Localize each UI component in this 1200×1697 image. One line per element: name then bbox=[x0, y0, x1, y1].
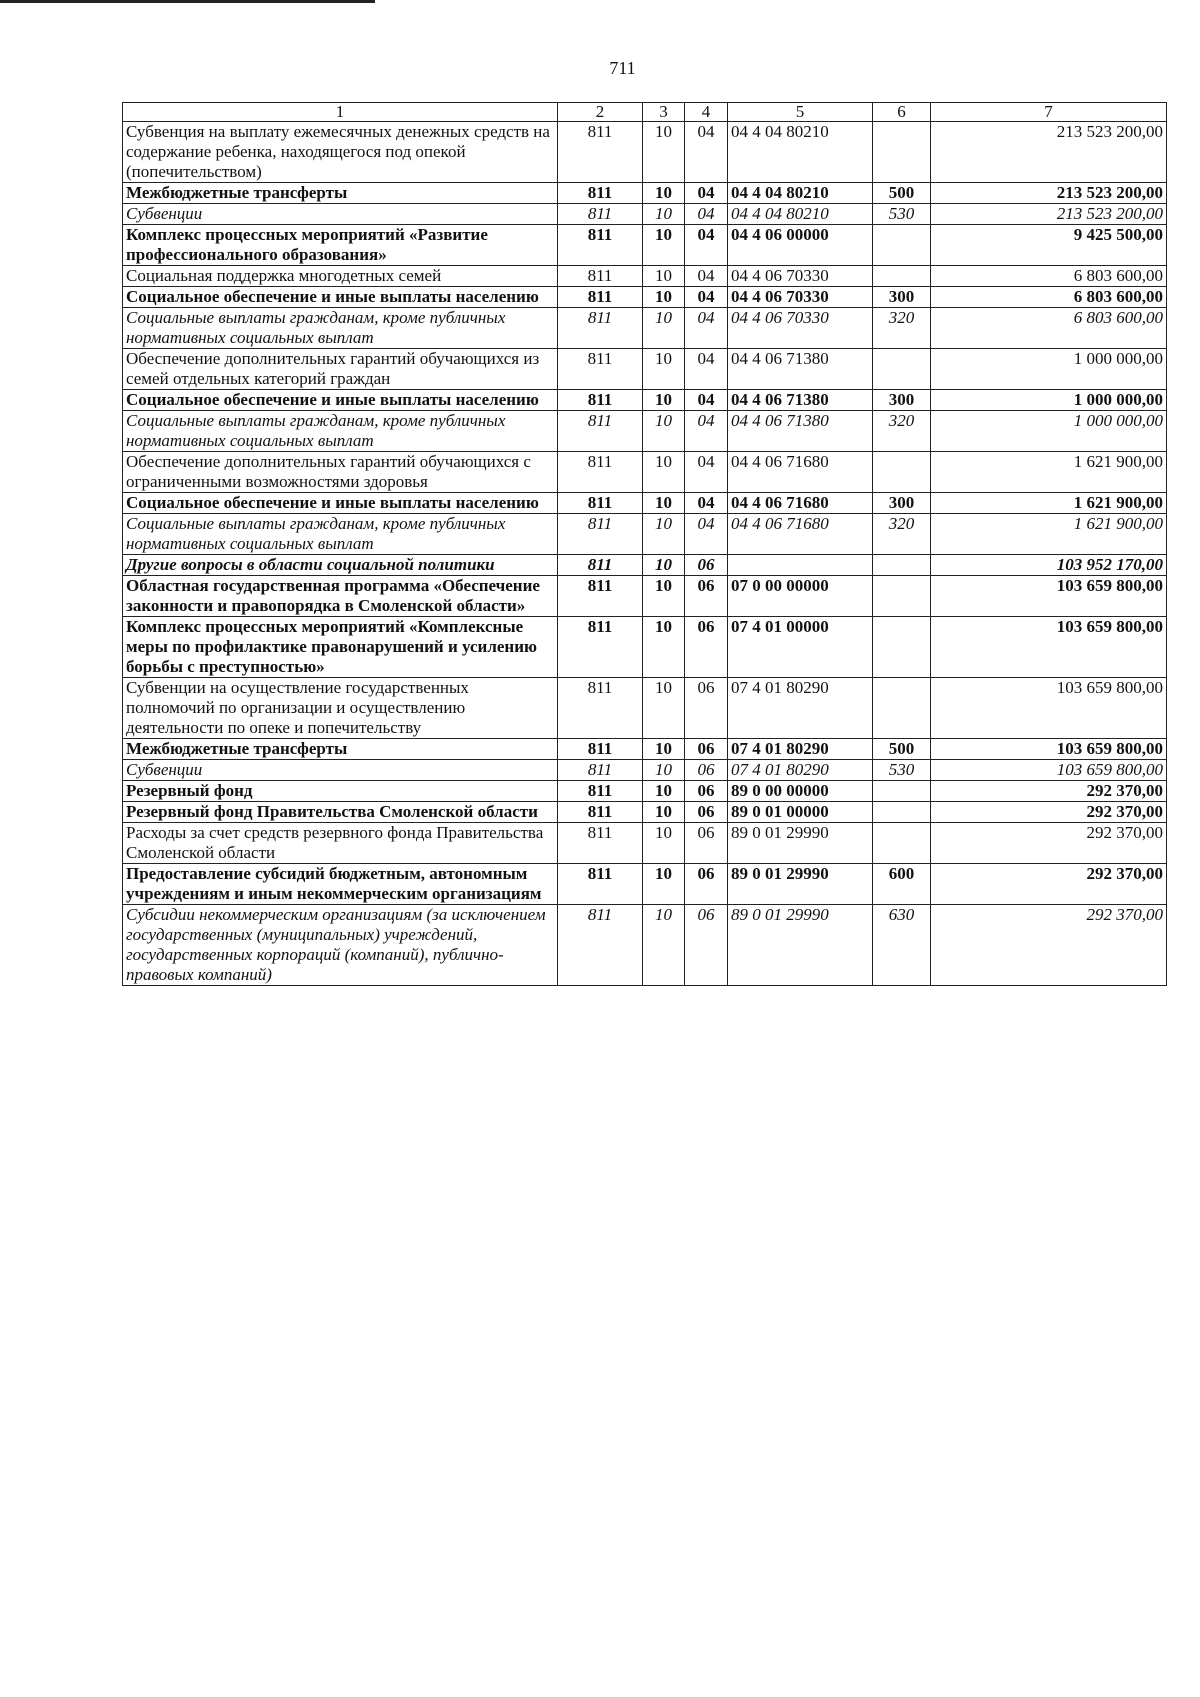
item-name-cell: Социальная поддержка многодетных семей bbox=[123, 266, 558, 287]
subsection-code-cell: 06 bbox=[685, 555, 728, 576]
section-code-cell: 10 bbox=[643, 514, 685, 555]
item-name-cell: Обеспечение дополнительных гарантий обучающихся из семей отдельных категорий граждан bbox=[123, 349, 558, 390]
expense-type-cell: 500 bbox=[873, 183, 931, 204]
expense-type-cell bbox=[873, 452, 931, 493]
target-article-cell: 07 4 01 80290 bbox=[728, 760, 873, 781]
section-code-cell: 10 bbox=[643, 739, 685, 760]
amount-cell: 292 370,00 bbox=[931, 802, 1167, 823]
budget-table bbox=[122, 102, 1167, 986]
subsection-code-cell: 04 bbox=[685, 122, 728, 183]
target-article-cell: 04 4 06 00000 bbox=[728, 225, 873, 266]
section-code-cell: 10 bbox=[643, 122, 685, 183]
section-code-cell: 10 bbox=[643, 308, 685, 349]
ministry-code-cell: 811 bbox=[558, 183, 643, 204]
subsection-code-cell: 04 bbox=[685, 308, 728, 349]
table-row bbox=[123, 390, 1167, 411]
ministry-code-cell: 811 bbox=[558, 760, 643, 781]
budget-table-body bbox=[123, 103, 1167, 986]
amount-cell: 213 523 200,00 bbox=[931, 122, 1167, 183]
target-article-cell: 07 4 01 80290 bbox=[728, 678, 873, 739]
subsection-code-cell: 06 bbox=[685, 802, 728, 823]
expense-type-cell bbox=[873, 266, 931, 287]
expense-type-cell: 300 bbox=[873, 493, 931, 514]
table-row bbox=[123, 493, 1167, 514]
item-name-cell: Расходы за счет средств резервного фонда Правительства Смоленской области bbox=[123, 823, 558, 864]
expense-type-cell: 530 bbox=[873, 760, 931, 781]
ministry-code-cell: 811 bbox=[558, 390, 643, 411]
expense-type-cell: 300 bbox=[873, 287, 931, 308]
table-row bbox=[123, 122, 1167, 183]
section-code-cell: 10 bbox=[643, 266, 685, 287]
target-article-cell: 07 4 01 00000 bbox=[728, 617, 873, 678]
amount-cell: 103 952 170,00 bbox=[931, 555, 1167, 576]
ministry-code-cell: 811 bbox=[558, 493, 643, 514]
expense-type-cell bbox=[873, 576, 931, 617]
target-article-cell: 04 4 04 80210 bbox=[728, 122, 873, 183]
header-cell: 3 bbox=[643, 103, 685, 122]
amount-cell: 1 000 000,00 bbox=[931, 390, 1167, 411]
ministry-code-cell: 811 bbox=[558, 514, 643, 555]
subsection-code-cell: 04 bbox=[685, 514, 728, 555]
ministry-code-cell: 811 bbox=[558, 349, 643, 390]
item-name-cell: Резервный фонд bbox=[123, 781, 558, 802]
ministry-code-cell: 811 bbox=[558, 576, 643, 617]
expense-type-cell: 530 bbox=[873, 204, 931, 225]
amount-cell: 292 370,00 bbox=[931, 905, 1167, 986]
item-name-cell: Межбюджетные трансферты bbox=[123, 739, 558, 760]
subsection-code-cell: 06 bbox=[685, 760, 728, 781]
target-article-cell: 07 0 00 00000 bbox=[728, 576, 873, 617]
section-code-cell: 10 bbox=[643, 452, 685, 493]
table-row bbox=[123, 802, 1167, 823]
subsection-code-cell: 06 bbox=[685, 576, 728, 617]
ministry-code-cell: 811 bbox=[558, 266, 643, 287]
table-row bbox=[123, 864, 1167, 905]
subsection-code-cell: 04 bbox=[685, 204, 728, 225]
section-code-cell: 10 bbox=[643, 390, 685, 411]
ministry-code-cell: 811 bbox=[558, 739, 643, 760]
expense-type-cell bbox=[873, 122, 931, 183]
table-row bbox=[123, 617, 1167, 678]
subsection-code-cell: 06 bbox=[685, 678, 728, 739]
ministry-code-cell: 811 bbox=[558, 617, 643, 678]
subsection-code-cell: 04 bbox=[685, 349, 728, 390]
item-name-cell: Субвенции на осуществление государственных полномочий по организации и осуществлению деятельности по опеке и попечительству bbox=[123, 678, 558, 739]
section-code-cell: 10 bbox=[643, 823, 685, 864]
target-article-cell: 89 0 01 29990 bbox=[728, 823, 873, 864]
item-name-cell: Другие вопросы в области социальной политики bbox=[123, 555, 558, 576]
item-name-cell: Предоставление субсидий бюджетным, автономным учреждениям и иным некоммерческим организациям bbox=[123, 864, 558, 905]
section-code-cell: 10 bbox=[643, 225, 685, 266]
ministry-code-cell: 811 bbox=[558, 678, 643, 739]
amount-cell: 292 370,00 bbox=[931, 864, 1167, 905]
table-row bbox=[123, 760, 1167, 781]
target-article-cell: 89 0 01 29990 bbox=[728, 905, 873, 986]
page-number: 711 bbox=[609, 58, 636, 78]
section-code-cell: 10 bbox=[643, 760, 685, 781]
target-article-cell bbox=[728, 555, 873, 576]
amount-cell: 213 523 200,00 bbox=[931, 204, 1167, 225]
target-article-cell: 04 4 06 70330 bbox=[728, 266, 873, 287]
table-row bbox=[123, 287, 1167, 308]
item-name-cell: Субсидии некоммерческим организациям (за исключением государственных (муниципальных) учреждений, государственных корпораций (компаний), публично-правовых компаний) bbox=[123, 905, 558, 986]
section-code-cell: 10 bbox=[643, 204, 685, 225]
table-row bbox=[123, 452, 1167, 493]
table-row bbox=[123, 308, 1167, 349]
item-name-cell: Социальные выплаты гражданам, кроме публичных нормативных социальных выплат bbox=[123, 411, 558, 452]
scan-artifact-line bbox=[0, 0, 375, 3]
subsection-code-cell: 06 bbox=[685, 905, 728, 986]
item-name-cell: Социальные выплаты гражданам, кроме публичных нормативных социальных выплат bbox=[123, 308, 558, 349]
section-code-cell: 10 bbox=[643, 864, 685, 905]
item-name-cell: Межбюджетные трансферты bbox=[123, 183, 558, 204]
table-row bbox=[123, 349, 1167, 390]
table-row bbox=[123, 905, 1167, 986]
subsection-code-cell: 06 bbox=[685, 781, 728, 802]
amount-cell: 1 621 900,00 bbox=[931, 452, 1167, 493]
ministry-code-cell: 811 bbox=[558, 864, 643, 905]
item-name-cell: Областная государственная программа «Обеспечение законности и правопорядка в Смоленской области» bbox=[123, 576, 558, 617]
expense-type-cell bbox=[873, 555, 931, 576]
section-code-cell: 10 bbox=[643, 183, 685, 204]
expense-type-cell bbox=[873, 781, 931, 802]
amount-cell: 1 000 000,00 bbox=[931, 411, 1167, 452]
header-cell: 6 bbox=[873, 103, 931, 122]
ministry-code-cell: 811 bbox=[558, 555, 643, 576]
target-article-cell: 04 4 06 71380 bbox=[728, 349, 873, 390]
subsection-code-cell: 04 bbox=[685, 493, 728, 514]
amount-cell: 1 000 000,00 bbox=[931, 349, 1167, 390]
item-name-cell: Резервный фонд Правительства Смоленской области bbox=[123, 802, 558, 823]
subsection-code-cell: 06 bbox=[685, 617, 728, 678]
amount-cell: 103 659 800,00 bbox=[931, 678, 1167, 739]
item-name-cell: Субвенции bbox=[123, 760, 558, 781]
expense-type-cell: 630 bbox=[873, 905, 931, 986]
expense-type-cell: 300 bbox=[873, 390, 931, 411]
ministry-code-cell: 811 bbox=[558, 122, 643, 183]
table-row bbox=[123, 781, 1167, 802]
amount-cell: 292 370,00 bbox=[931, 823, 1167, 864]
subsection-code-cell: 04 bbox=[685, 225, 728, 266]
expense-type-cell bbox=[873, 678, 931, 739]
expense-type-cell bbox=[873, 349, 931, 390]
subsection-code-cell: 04 bbox=[685, 287, 728, 308]
expense-type-cell: 500 bbox=[873, 739, 931, 760]
table-row bbox=[123, 225, 1167, 266]
target-article-cell: 04 4 06 70330 bbox=[728, 308, 873, 349]
item-name-cell: Социальные выплаты гражданам, кроме публичных нормативных социальных выплат bbox=[123, 514, 558, 555]
amount-cell: 6 803 600,00 bbox=[931, 266, 1167, 287]
section-code-cell: 10 bbox=[643, 802, 685, 823]
header-cell: 2 bbox=[558, 103, 643, 122]
ministry-code-cell: 811 bbox=[558, 411, 643, 452]
table-row bbox=[123, 183, 1167, 204]
item-name-cell: Комплекс процессных мероприятий «Комплексные меры по профилактике правонарушений и усилению борьбы с преступностью» bbox=[123, 617, 558, 678]
amount-cell: 103 659 800,00 bbox=[931, 739, 1167, 760]
ministry-code-cell: 811 bbox=[558, 225, 643, 266]
section-code-cell: 10 bbox=[643, 678, 685, 739]
subsection-code-cell: 06 bbox=[685, 864, 728, 905]
section-code-cell: 10 bbox=[643, 555, 685, 576]
item-name-cell: Социальное обеспечение и иные выплаты населению bbox=[123, 390, 558, 411]
expense-type-cell bbox=[873, 225, 931, 266]
ministry-code-cell: 811 bbox=[558, 452, 643, 493]
amount-cell: 103 659 800,00 bbox=[931, 576, 1167, 617]
table-row bbox=[123, 266, 1167, 287]
header-cell: 4 bbox=[685, 103, 728, 122]
section-code-cell: 10 bbox=[643, 781, 685, 802]
amount-cell: 6 803 600,00 bbox=[931, 308, 1167, 349]
amount-cell: 103 659 800,00 bbox=[931, 760, 1167, 781]
subsection-code-cell: 04 bbox=[685, 266, 728, 287]
ministry-code-cell: 811 bbox=[558, 308, 643, 349]
section-code-cell: 10 bbox=[643, 617, 685, 678]
ministry-code-cell: 811 bbox=[558, 802, 643, 823]
amount-cell: 213 523 200,00 bbox=[931, 183, 1167, 204]
header-row bbox=[123, 103, 1167, 122]
target-article-cell: 04 4 06 71680 bbox=[728, 493, 873, 514]
section-code-cell: 10 bbox=[643, 493, 685, 514]
target-article-cell: 04 4 06 71680 bbox=[728, 452, 873, 493]
target-article-cell: 89 0 01 29990 bbox=[728, 864, 873, 905]
header-cell: 1 bbox=[123, 103, 558, 122]
amount-cell: 1 621 900,00 bbox=[931, 493, 1167, 514]
target-article-cell: 04 4 06 70330 bbox=[728, 287, 873, 308]
target-article-cell: 04 4 06 71380 bbox=[728, 390, 873, 411]
expense-type-cell bbox=[873, 617, 931, 678]
section-code-cell: 10 bbox=[643, 905, 685, 986]
ministry-code-cell: 811 bbox=[558, 204, 643, 225]
item-name-cell: Социальное обеспечение и иные выплаты населению bbox=[123, 493, 558, 514]
amount-cell: 1 621 900,00 bbox=[931, 514, 1167, 555]
table-row bbox=[123, 411, 1167, 452]
expense-type-cell: 320 bbox=[873, 514, 931, 555]
subsection-code-cell: 06 bbox=[685, 823, 728, 864]
subsection-code-cell: 04 bbox=[685, 390, 728, 411]
target-article-cell: 07 4 01 80290 bbox=[728, 739, 873, 760]
target-article-cell: 89 0 01 00000 bbox=[728, 802, 873, 823]
item-name-cell: Комплекс процессных мероприятий «Развитие профессионального образования» bbox=[123, 225, 558, 266]
section-code-cell: 10 bbox=[643, 411, 685, 452]
subsection-code-cell: 04 bbox=[685, 452, 728, 493]
ministry-code-cell: 811 bbox=[558, 287, 643, 308]
table-row bbox=[123, 576, 1167, 617]
expense-type-cell: 320 bbox=[873, 411, 931, 452]
table-row bbox=[123, 555, 1167, 576]
expense-type-cell bbox=[873, 823, 931, 864]
header-cell: 7 bbox=[931, 103, 1167, 122]
amount-cell: 9 425 500,00 bbox=[931, 225, 1167, 266]
target-article-cell: 04 4 04 80210 bbox=[728, 204, 873, 225]
subsection-code-cell: 04 bbox=[685, 183, 728, 204]
table-row bbox=[123, 823, 1167, 864]
expense-type-cell: 320 bbox=[873, 308, 931, 349]
section-code-cell: 10 bbox=[643, 576, 685, 617]
ministry-code-cell: 811 bbox=[558, 781, 643, 802]
subsection-code-cell: 04 bbox=[685, 411, 728, 452]
section-code-cell: 10 bbox=[643, 349, 685, 390]
amount-cell: 103 659 800,00 bbox=[931, 617, 1167, 678]
amount-cell: 6 803 600,00 bbox=[931, 287, 1167, 308]
table-row bbox=[123, 514, 1167, 555]
expense-type-cell: 600 bbox=[873, 864, 931, 905]
item-name-cell: Субвенция на выплату ежемесячных денежных средств на содержание ребенка, находящегося под опекой (попечительством) bbox=[123, 122, 558, 183]
expense-type-cell bbox=[873, 802, 931, 823]
section-code-cell: 10 bbox=[643, 287, 685, 308]
subsection-code-cell: 06 bbox=[685, 739, 728, 760]
table-row bbox=[123, 678, 1167, 739]
ministry-code-cell: 811 bbox=[558, 823, 643, 864]
header-cell: 5 bbox=[728, 103, 873, 122]
item-name-cell: Субвенции bbox=[123, 204, 558, 225]
amount-cell: 292 370,00 bbox=[931, 781, 1167, 802]
ministry-code-cell: 811 bbox=[558, 905, 643, 986]
target-article-cell: 04 4 04 80210 bbox=[728, 183, 873, 204]
target-article-cell: 89 0 00 00000 bbox=[728, 781, 873, 802]
target-article-cell: 04 4 06 71380 bbox=[728, 411, 873, 452]
target-article-cell: 04 4 06 71680 bbox=[728, 514, 873, 555]
table-row bbox=[123, 739, 1167, 760]
item-name-cell: Обеспечение дополнительных гарантий обучающихся с ограниченными возможностями здоровья bbox=[123, 452, 558, 493]
item-name-cell: Социальное обеспечение и иные выплаты населению bbox=[123, 287, 558, 308]
table-row bbox=[123, 204, 1167, 225]
